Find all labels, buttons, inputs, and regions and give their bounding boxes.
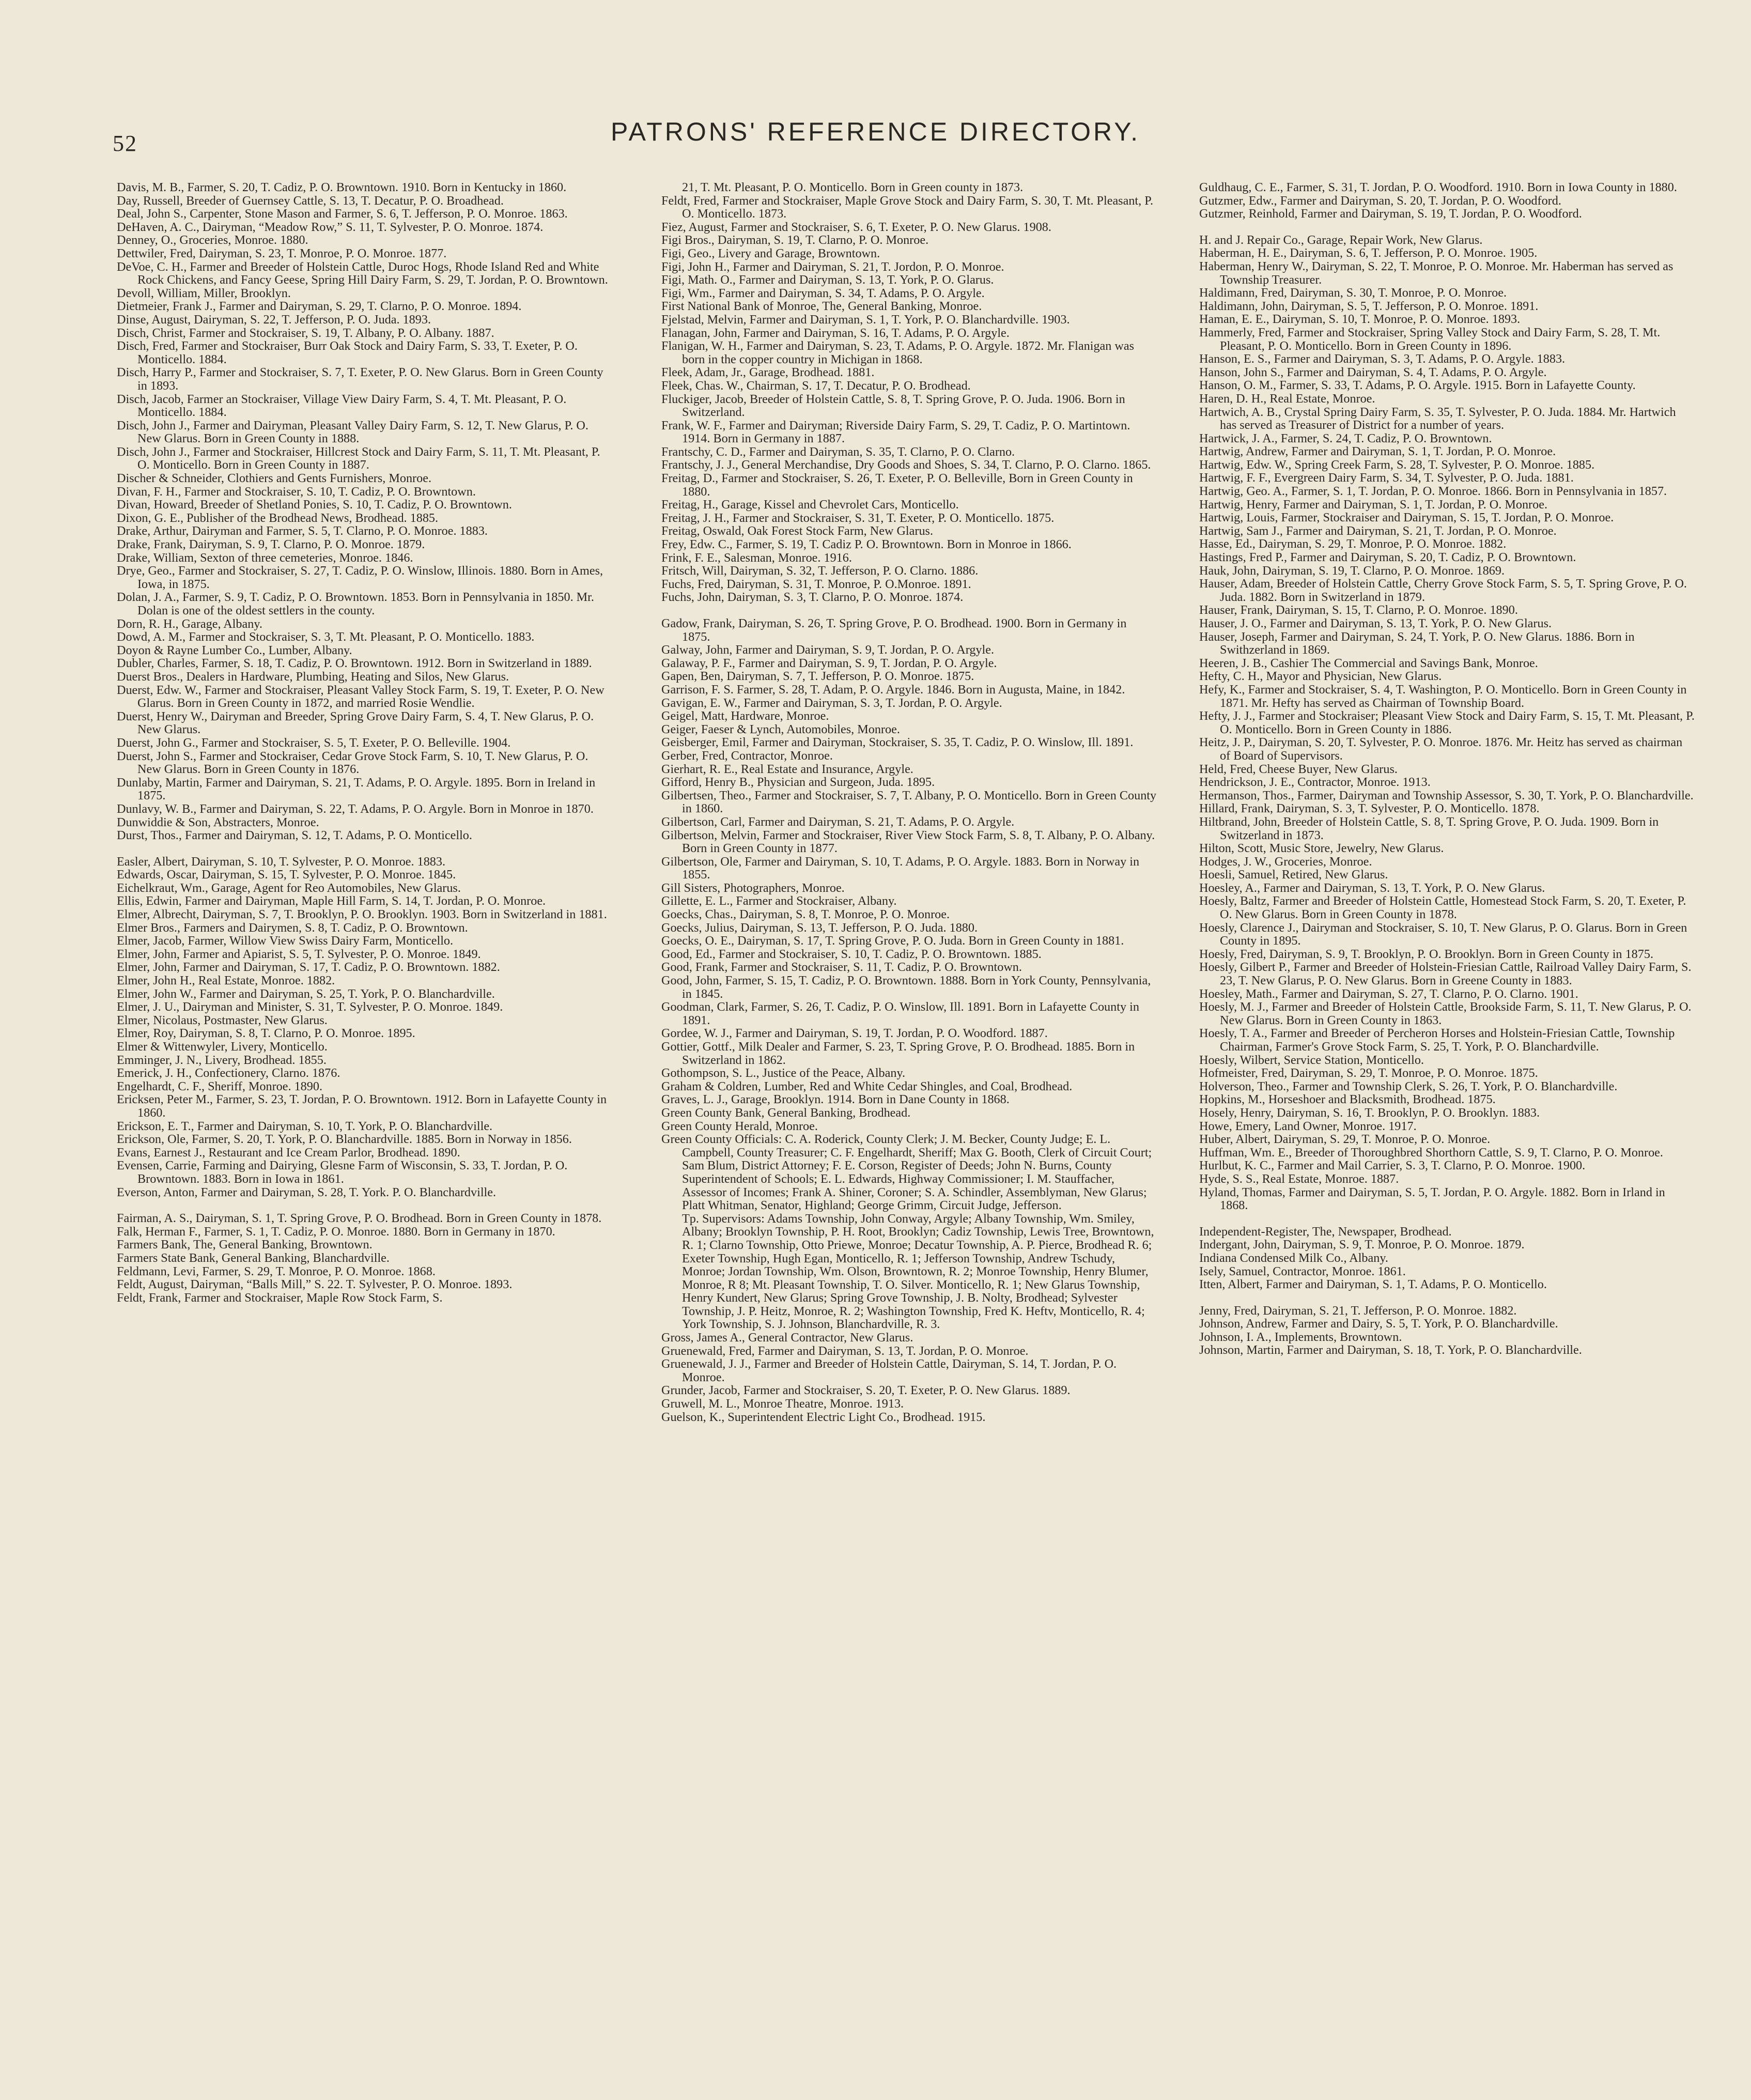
directory-entry: Graham & Coldren, Lumber, Red and White Cedar Shingles, and Coal, Brodhead. — [661, 1079, 1073, 1093]
directory-entry: Drake, Arthur, Dairyman and Farmer, S. 5, T. Clarno, P. O. Monroe. 1883. — [117, 524, 488, 538]
directory-entry: Indiana Condensed Milk Co., Albany. — [1199, 1250, 1388, 1265]
directory-entry: Figi, Geo., Livery and Garage, Browntown. — [661, 246, 880, 260]
directory-entry: Hillard, Frank, Dairyman, S. 3, T. Sylvester, P. O. Monticello. 1878. — [1199, 801, 1540, 816]
directory-entry: Disch, Christ, Farmer and Stockraiser, S. 19, T. Albany, P. O. Albany. 1887. — [117, 326, 494, 340]
directory-entry: Fuchs, Fred, Dairyman, S. 31, T. Monroe, P. O.Monroe. 1891. — [661, 577, 971, 591]
directory-entry: Haldimann, John, Dairyman, S. 5, T. Jefferson, P. O. Monroe. 1891. — [1199, 299, 1539, 313]
directory-column-3 — [1199, 181, 1695, 2048]
directory-entry: Gilbertson, Ole, Farmer and Dairyman, S. 10, T. Adams, P. O. Argyle. 1883. Born in Norway in 1855. — [661, 854, 1140, 882]
directory-entry: Gruenewald, J. J., Farmer and Breeder of Holstein Cattle, Dairyman, S. 14, T. Jordan, P. O. Monroe. — [661, 1357, 1117, 1384]
directory-entry: 21, T. Mt. Pleasant, P. O. Monticello. Born in Green county in 1873. — [682, 181, 1024, 194]
directory-entry: Fritsch, Will, Dairyman, S. 32, T. Jefferson, P. O. Clarno. 1886. — [661, 564, 979, 578]
directory-entry: Hoesly, T. A., Farmer and Breeder of Percheron Horses and Holstein-Friesian Cattle, Township Chairman, Farmer's Grove Stock Farm, S. 25, T. York, P. O. Blanchardville. — [1199, 1026, 1675, 1054]
directory-entry: Goodman, Clark, Farmer, S. 26, T. Cadiz, P. O. Winslow, Ill. 1891. Born in Lafayette County in 1891. — [661, 1000, 1139, 1027]
directory-entry: Fiez, August, Farmer and Stockraiser, S. 6, T. Exeter, P. O. New Glarus. 1908. — [661, 220, 1051, 234]
directory-entry: Hartwig, F. F., Evergreen Dairy Farm, S. 34, T. Sylvester, P. O. Juda. 1881. — [1199, 471, 1574, 485]
directory-entry: Hanson, John S., Farmer and Dairyman, S. 4, T. Adams, P. O. Argyle. — [1199, 365, 1547, 379]
directory-entry: Goecks, O. E., Dairyman, S. 17, T. Spring Grove, P. O. Juda. Born in Green County in 1881. — [661, 934, 1124, 948]
directory-entry: Feldt, Fred, Farmer and Stockraiser, Maple Grove Stock and Dairy Farm, S. 30, T. Mt. Pleasant, P. O. Monticello. 1873. — [661, 193, 1154, 221]
directory-entry: Haldimann, Fred, Dairyman, S. 30, T. Monroe, P. O. Monroe. — [1199, 286, 1507, 300]
directory-entry: Freitag, H., Garage, Kissel and Chevrolet Cars, Monticello. — [661, 498, 959, 512]
directory-entry: Green County Bank, General Banking, Brodhead. — [661, 1105, 911, 1120]
directory-entry: Haman, E. E., Dairyman, S. 10, T. Monroe, P. O. Monroe. 1893. — [1199, 312, 1521, 327]
directory-entry: Gilbertson, Melvin, Farmer and Stockraiser, River View Stock Farm, S. 8, T. Albany, P. O. Albany. Born in Green County in 1877. — [661, 828, 1155, 856]
directory-entry: Eichelkraut, Wm., Garage, Agent for Reo Automobiles, New Glarus. — [117, 881, 461, 895]
directory-entry: Dunwiddie & Son, Abstracters, Monroe. — [117, 815, 319, 829]
directory-entry: Erickson, Ole, Farmer, S. 20, T. York, P. O. Blanchardville. 1885. Born in Norway in 1856. — [117, 1132, 572, 1147]
directory-entry: Gruenewald, Fred, Farmer and Dairyman, S. 13, T. Jordan, P. O. Monroe. — [661, 1344, 1029, 1358]
directory-entry: Farmers State Bank, General Banking, Blanchardville. — [117, 1250, 390, 1265]
directory-entry: Elmer, John W., Farmer and Dairyman, S. 25, T. York, P. O. Blanchardville. — [117, 986, 495, 1001]
directory-entry: Fairman, A. S., Dairyman, S. 1, T. Spring Grove, P. O. Brodhead. Born in Green County in 1878. — [117, 1211, 602, 1226]
directory-entry: Hasse, Ed., Dairyman, S. 29, T. Monroe, P. O. Monroe. 1882. — [1199, 537, 1507, 551]
directory-entry: Flanagan, John, Farmer and Dairyman, S. 16, T. Adams, P. O. Argyle. — [661, 326, 1010, 340]
directory-entry: Hendrickson, J. E., Contractor, Monroe. 1913. — [1199, 775, 1431, 790]
directory-entry: Hauk, John, Dairyman, S. 19, T. Clarno, P. O. Monroe. 1869. — [1199, 563, 1505, 578]
directory-entry: Hartwig, Henry, Farmer and Dairyman, S. 1, T. Jordan, P. O. Monroe. — [1199, 497, 1547, 512]
directory-entry: Elmer, Roy, Dairyman, S. 8, T. Clarno, P. O. Monroe. 1895. — [117, 1026, 415, 1041]
directory-entry: Gottier, Gottf., Milk Dealer and Farmer, S. 23, T. Spring Grove, P. O. Brodhead. 1885. Born in Switzerland in 1862. — [661, 1040, 1135, 1067]
directory-entry: Duerst, Henry W., Dairyman and Breeder, Spring Grove Dairy Farm, S. 4, T. New Glarus, P. O. New Glarus. — [117, 709, 594, 737]
directory-entry: Discher & Schneider, Clothiers and Gents Furnishers, Monroe. — [117, 471, 431, 486]
directory-entry: Johnson, Andrew, Farmer and Dairy, S. 5, T. York, P. O. Blanchardville. — [1199, 1317, 1558, 1331]
directory-entry: DeVoe, C. H., Farmer and Breeder of Holstein Cattle, Duroc Hogs, Rhode Island Red and White Rock Chickens, and Fancy Geese, Spring Hill Dairy Farm, S. 29, T. Jordan, P. O. Browntown. — [117, 259, 608, 287]
directory-entry: Hurlbut, K. C., Farmer and Mail Carrier, S. 3, T. Clarno, P. O. Monroe. 1900. — [1199, 1159, 1586, 1173]
directory-entry: Hauser, Joseph, Farmer and Dairyman, S. 24, T. York, P. O. New Glarus. 1886. Born in Swithzerland in 1869. — [1199, 629, 1635, 657]
directory-entry: Dixon, G. E., Publisher of the Brodhead News, Brodhead. 1885. — [117, 511, 439, 525]
directory-entry: Hartwick, J. A., Farmer, S. 24, T. Cadiz, P. O. Browntown. — [1199, 431, 1492, 445]
directory-entry: Farmers Bank, The, General Banking, Browntown. — [117, 1238, 373, 1252]
directory-entry: Drake, William, Sexton of three cemeteries, Monroe. 1846. — [117, 550, 413, 565]
directory-entry: Divan, F. H., Farmer and Stockraiser, S. 10, T. Cadiz, P. O. Browntown. — [117, 484, 476, 499]
directory-entry: Guelson, K., Superintendent Electric Light Co., Brodhead. 1915. — [661, 1410, 986, 1424]
directory-entry: Hauser, Adam, Breeder of Holstein Cattle, Cherry Grove Stock Farm, S. 5, T. Spring Grove, P. O. Juda. 1882. Born in Switzerland in 1879. — [1199, 577, 1687, 604]
directory-entry: Evensen, Carrie, Farming and Dairying, Glesne Farm of Wisconsin, S. 33, T. Jordan, P. O. Browntown. 1883. Born in Iowa in 1861. — [117, 1159, 568, 1186]
directory-entry: Howe, Emery, Land Owner, Monroe. 1917. — [1199, 1119, 1417, 1133]
directory-entry: Goecks, Chas., Dairyman, S. 8, T. Monroe, P. O. Monroe. — [661, 907, 950, 922]
directory-entry: Drye, Geo., Farmer and Stockraiser, S. 27, T. Cadiz, P. O. Winslow, Illinois. 1880. Born in Ames, Iowa, in 1875. — [117, 564, 603, 591]
directory-entry: Elmer, Jacob, Farmer, Willow View Swiss Dairy Farm, Monticello. — [117, 934, 454, 948]
directory-columns — [117, 181, 1699, 2048]
directory-entry: Erickson, E. T., Farmer and Dairyman, S. 10, T. York, P. O. Blanchardville. — [117, 1119, 493, 1133]
directory-entry: Feldt, Frank, Farmer and Stockraiser, Maple Row Stock Farm, S. — [117, 1290, 443, 1305]
directory-entry: Haren, D. H., Real Estate, Monroe. — [1199, 391, 1375, 406]
directory-entry: Huffman, Wm. E., Breeder of Thoroughbred Shorthorn Cattle, S. 9, T. Clarno, P. O. Monroe. — [1199, 1145, 1663, 1160]
directory-entry: Hefy, K., Farmer and Stockraiser, S. 4, T. Washington, P. O. Monticello. Born in Green County in 1871. Mr. Hefty has served as Chairman of Township Board. — [1199, 682, 1687, 710]
directory-entry: Hefty, J. J., Farmer and Stockraiser; Pleasant View Stock and Dairy Farm, S. 15, T. Mt. Pleasant, P. O. Monticello. Born in Green County in 1886. — [1199, 709, 1695, 736]
directory-entry: Gordee, W. J., Farmer and Dairyman, S. 19, T. Jordan, P. O. Woodford. 1887. — [661, 1026, 1048, 1041]
directory-entry: Feldt, August, Dairyman, “Balls Mill,” S. 22. T. Sylvester, P. O. Monroe. 1893. — [117, 1277, 513, 1292]
directory-entry: Good, Ed., Farmer and Stockraiser, S. 10, T. Cadiz, P. O. Browntown. 1885. — [661, 947, 1042, 961]
directory-entry: Easler, Albert, Dairyman, S. 10, T. Sylvester, P. O. Monroe. 1883. — [117, 854, 446, 869]
directory-entry: Graves, L. J., Garage, Brooklyn. 1914. Born in Dane County in 1868. — [661, 1092, 1010, 1107]
directory-entry: Johnson, I. A., Implements, Browntown. — [1199, 1330, 1402, 1344]
directory-entry: Ellis, Edwin, Farmer and Dairyman, Maple Hill Farm, S. 14, T. Jordan, P. O. Monroe. — [117, 894, 546, 908]
directory-entry: Freitag, D., Farmer and Stockraiser, S. 26, T. Exeter, P. O. Belleville, Born in Green County in 1880. — [661, 471, 1133, 499]
directory-entry: Dorn, R. H., Garage, Albany. — [117, 616, 262, 631]
directory-entry: Figi, Wm., Farmer and Dairyman, S. 34, T. Adams, P. O. Argyle. — [661, 286, 985, 300]
directory-entry: Elmer, John H., Real Estate, Monroe. 1882. — [117, 974, 335, 988]
directory-entry: Hermanson, Thos., Farmer, Dairyman and Township Assessor, S. 30, T. York, P. O. Blanchardville. — [1199, 788, 1694, 802]
directory-entry: Indergant, John, Dairyman, S. 9, T. Monroe, P. O. Monroe. 1879. — [1199, 1238, 1525, 1252]
directory-entry: Disch, John J., Farmer and Stockraiser, Hillcrest Stock and Dairy Farm, S. 11, T. Mt. Pleasant, P. O. Monticello. Born in Green County in 1887. — [117, 444, 600, 472]
directory-entry: Dietmeier, Frank J., Farmer and Dairyman, S. 29, T. Clarno, P. O. Monroe. 1894. — [117, 299, 522, 314]
directory-entry: Isely, Samuel, Contractor, Monroe. 1861. — [1199, 1264, 1406, 1278]
directory-entry: Denney, O., Groceries, Monroe. 1880. — [117, 233, 308, 248]
directory-entry: Disch, John J., Farmer and Dairyman, Pleasant Valley Dairy Farm, S. 12, T. New Glarus, P. O. New Glarus. Born in Green County in 1888. — [117, 418, 588, 446]
directory-entry: Elmer Bros., Farmers and Dairymen, S. 8, T. Cadiz, P. O. Browntown. — [117, 920, 468, 935]
directory-entry: Everson, Anton, Farmer and Dairyman, S. 28, T. York. P. O. Blanchardville. — [117, 1185, 497, 1199]
directory-entry: Freitag, J. H., Farmer and Stockraiser, S. 31, T. Exeter, P. O. Monticello. 1875. — [661, 511, 1055, 525]
directory-entry: Hoesly, Clarence J., Dairyman and Stockraiser, S. 10, T. New Glarus, P. O. Glarus. Born in Green County in 1895. — [1199, 920, 1687, 948]
directory-entry: Gilbertson, Carl, Farmer and Dairyman, S. 21, T. Adams, P. O. Argyle. — [661, 814, 1015, 829]
directory-entry: Good, Frank, Farmer and Stockraiser, S. 11, T. Cadiz, P. O. Browntown. — [661, 960, 1022, 975]
directory-entry: Frantschy, J. J., General Merchandise, Dry Goods and Shoes, S. 34, T. Clarno, P. O. Clarno. 1865. — [661, 458, 1151, 472]
directory-entry: Green County Officials: C. A. Roderick, County Clerk; J. M. Becker, County Judge; E. L. Campbell, County Treasurer; C. F. Engelhardt, Sheriff; Max G. Booth, Clerk of Circuit Court; Sam Blum, District Attorney; F. E. Corson, Register of Deeds; John N. Burns, County Superintendent of Schools; E. L. Edwards, Highway Commissioner; I. M. Stauffacher, Assessor of Incomes; Frank A. Shiner, Coroner; S. A. Schindler, Assemblyman, New Glarus; Platt Whitman, Senator, Highland; George Grimm, Circuit Judge, Jefferson. — [661, 1132, 1152, 1213]
directory-entry: Hofmeister, Fred, Dairyman, S. 29, T. Monroe, P. O. Monroe. 1875. — [1199, 1066, 1538, 1080]
directory-entry: H. and J. Repair Co., Garage, Repair Work, New Glarus. — [1199, 233, 1483, 247]
directory-entry: Geigel, Matt, Hardware, Monroe. — [661, 709, 829, 723]
directory-entry: Held, Fred, Cheese Buyer, New Glarus. — [1199, 762, 1398, 776]
directory-entry: Hoesli, Samuel, Retired, New Glarus. — [1199, 868, 1388, 882]
directory-entry: Fleek, Chas. W., Chairman, S. 17, T. Decatur, P. O. Brodhead. — [661, 378, 971, 393]
directory-entry: Hodges, J. W., Groceries, Monroe. — [1199, 854, 1372, 869]
directory-entry: Dettwiler, Fred, Dairyman, S. 23, T. Monroe, P. O. Monroe. 1877. — [117, 246, 447, 260]
directory-entry: Hastings, Fred P., Farmer and Dairyman, S. 20, T. Cadiz, P. O. Browntown. — [1199, 550, 1576, 565]
directory-entry: Divan, Howard, Breeder of Shetland Ponies, S. 10, T. Cadiz, P. O. Browntown. — [117, 498, 512, 512]
directory-entry: Gavigan, E. W., Farmer and Dairyman, S. 3, T. Jordan, P. O. Argyle. — [661, 696, 1002, 710]
directory-entry: Hiltbrand, John, Breeder of Holstein Cattle, S. 8, T. Spring Grove, P. O. Juda. 1909. Born in Switzerland in 1873. — [1199, 814, 1659, 842]
directory-entry: Independent-Register, The, Newspaper, Brodhead. — [1199, 1224, 1452, 1239]
directory-entry: DeHaven, A. C., Dairyman, “Meadow Row,” S. 11, T. Sylvester, P. O. Monroe. 1874. — [117, 220, 544, 234]
directory-entry: Dunlaby, Martin, Farmer and Dairyman, S. 21, T. Adams, P. O. Argyle. 1895. Born in Ireland in 1875. — [117, 775, 596, 803]
directory-entry: Frank, W. F., Farmer and Dairyman; Riverside Dairy Farm, S. 29, T. Cadiz, P. O. Martintown. 1914. Born in Germany in 1887. — [661, 418, 1130, 446]
directory-entry: Gutzmer, Edw., Farmer and Dairyman, S. 20, T. Jordan, P. O. Woodford. — [1199, 193, 1561, 208]
directory-entry: Dolan, J. A., Farmer, S. 9, T. Cadiz, P. O. Browntown. 1853. Born in Pennsylvania in 1850. Mr. Dolan is one of the oldest settlers in the county. — [117, 590, 594, 617]
directory-entry: Frey, Edw. C., Farmer, S. 19, T. Cadiz P. O. Browntown. Born in Monroe in 1866. — [661, 537, 1072, 552]
directory-entry: Hopkins, M., Horseshoer and Blacksmith, Brodhead. 1875. — [1199, 1092, 1496, 1107]
directory-entry: Good, John, Farmer, S. 15, T. Cadiz, P. O. Browntown. 1888. Born in York County, Pennsylvania, in 1845. — [661, 974, 1151, 1001]
directory-entry: Duerst Bros., Dealers in Hardware, Plumbing, Heating and Silos, New Glarus. — [117, 669, 509, 684]
directory-entry: Disch, Harry P., Farmer and Stockraiser, S. 7, T. Exeter, P. O. New Glarus. Born in Green County in 1893. — [117, 365, 603, 393]
directory-entry: Hosely, Henry, Dairyman, S. 16, T. Brooklyn, P. O. Brooklyn. 1883. — [1199, 1105, 1540, 1120]
directory-entry: Green County Herald, Monroe. — [661, 1119, 818, 1133]
directory-entry: Elmer, Albrecht, Dairyman, S. 7, T. Brooklyn, P. O. Brooklyn. 1903. Born in Switzerland in 1881. — [117, 907, 607, 922]
directory-entry: Geiger, Faeser & Lynch, Automobiles, Monroe. — [661, 722, 900, 736]
directory-entry: Garrison, F. S. Farmer, S. 28, T. Adam, P. O. Argyle. 1846. Born in Augusta, Maine, in 1842. — [661, 682, 1125, 697]
directory-entry: Durst, Thos., Farmer and Dairyman, S. 12, T. Adams, P. O. Monticello. — [117, 828, 472, 843]
directory-column-1 — [117, 181, 613, 2048]
directory-entry: Gadow, Frank, Dairyman, S. 26, T. Spring Grove, P. O. Brodhead. 1900. Born in Germany in 1875. — [661, 616, 1127, 644]
directory-entry: Dowd, A. M., Farmer and Stockraiser, S. 3, T. Mt. Pleasant, P. O. Monticello. 1883. — [117, 630, 535, 644]
directory-entry: Duerst, John G., Farmer and Stockraiser, S. 5, T. Exeter, P. O. Belleville. 1904. — [117, 735, 511, 750]
directory-entry: Gapen, Ben, Dairyman, S. 7, T. Jefferson, P. O. Monroe. 1875. — [661, 669, 974, 684]
directory-entry: Hoesley, Math., Farmer and Dairyman, S. 27, T. Clarno, P. O. Clarno. 1901. — [1199, 986, 1578, 1001]
directory-entry: Holverson, Theo., Farmer and Township Clerk, S. 26, T. York, P. O. Blanchardville. — [1199, 1079, 1618, 1093]
directory-entry: Elmer, John, Farmer and Apiarist, S. 5, T. Sylvester, P. O. Monroe. 1849. — [117, 947, 481, 961]
directory-entry: Hartwig, Edw. W., Spring Creek Farm, S. 28, T. Sylvester, P. O. Monroe. 1885. — [1199, 457, 1595, 472]
directory-entry: Hyland, Thomas, Farmer and Dairyman, S. 5, T. Jordan, P. O. Argyle. 1882. Born in Irland in 1868. — [1199, 1185, 1665, 1213]
directory-entry: Deal, John S., Carpenter, Stone Mason and Farmer, S. 6, T. Jefferson, P. O. Monroe. 1863. — [117, 207, 568, 221]
directory-entry: Elmer & Wittenwyler, Livery, Monticello. — [117, 1040, 328, 1054]
directory-entry: Galway, John, Farmer and Dairyman, S. 9, T. Jordan, P. O. Argyle. — [661, 643, 995, 657]
directory-entry: Hoesly, Gilbert P., Farmer and Breeder of Holstein-Friesian Cattle, Railroad Valley Dairy Farm, S. 23, T. New Glarus, P. O. New Glarus. Born in Greene County in 1883. — [1199, 960, 1692, 988]
directory-entry: Hartwig, Sam J., Farmer and Dairyman, S. 21, T. Jordan, P. O. Monroe. — [1199, 523, 1557, 538]
directory-entry: Fleek, Adam, Jr., Garage, Brodhead. 1881. — [661, 365, 875, 380]
directory-entry: Hartwig, Andrew, Farmer and Dairyman, S. 1, T. Jordan, P. O. Monroe. — [1199, 444, 1556, 459]
directory-entry: Emerick, J. H., Confectionery, Clarno. 1876. — [117, 1066, 340, 1080]
directory-entry: Heitz, J. P., Dairyman, S. 20, T. Sylvester, P. O. Monroe. 1876. Mr. Heitz has served as chairman of Board of Supervisors. — [1199, 735, 1683, 763]
directory-entry: Davis, M. B., Farmer, S. 20, T. Cadiz, P. O. Browntown. 1910. Born in Kentucky in 1860. — [117, 181, 567, 194]
directory-entry: Hilton, Scott, Music Store, Jewelry, New Glarus. — [1199, 841, 1444, 856]
directory-entry: Evans, Earnest J., Restaurant and Ice Cream Parlor, Brodhead. 1890. — [117, 1145, 460, 1160]
directory-entry: Heeren, J. B., Cashier The Commercial and Savings Bank, Monroe. — [1199, 656, 1538, 670]
directory-entry: Dunlavy, W. B., Farmer and Dairyman, S. 22, T. Adams, P. O. Argyle. Born in Monroe in 1870. — [117, 801, 594, 816]
directory-entry: Gifford, Henry B., Physician and Surgeon, Juda. 1895. — [661, 775, 935, 790]
directory-entry: Dinse, August, Dairyman, S. 22, T. Jefferson, P. O. Juda. 1893. — [117, 312, 431, 327]
directory-entry: Figi Bros., Dairyman, S. 19, T. Clarno, P. O. Monroe. — [661, 233, 929, 248]
directory-entry: Gill Sisters, Photographers, Monroe. — [661, 881, 845, 895]
directory-entry: Gilbertsen, Theo., Farmer and Stockraiser, S. 7, T. Albany, P. O. Monticello. Born in Green County in 1860. — [661, 788, 1157, 816]
directory-entry: Hoesly, Baltz, Farmer and Breeder of Holstein Cattle, Homestead Stock Farm, S. 20, T. Exeter, P. O. New Glarus. Born in Green County in 1878. — [1199, 894, 1686, 922]
directory-entry: Goecks, Julius, Dairyman, S. 13, T. Jefferson, P. O. Juda. 1880. — [661, 920, 978, 935]
directory-entry: Gerber, Fred, Contractor, Monroe. — [661, 748, 833, 763]
directory-entry: Haberman, Henry W., Dairyman, S. 22, T. Monroe, P. O. Monroe. Mr. Haberman has served as Township Treasurer. — [1199, 259, 1673, 287]
directory-entry: Edwards, Oscar, Dairyman, S. 15, T. Sylvester, P. O. Monroe. 1845. — [117, 868, 456, 882]
directory-entry: Grunder, Jacob, Farmer and Stockraiser, S. 20, T. Exeter, P. O. New Glarus. 1889. — [661, 1383, 1071, 1398]
directory-entry: Hauser, Frank, Dairyman, S. 15, T. Clarno, P. O. Monroe. 1890. — [1199, 603, 1518, 617]
directory-entry: Hartwig, Geo. A., Farmer, S. 1, T. Jordan, P. O. Monroe. 1866. Born in Pennsylvania in 1857. — [1199, 484, 1667, 499]
directory-entry: Hartwich, A. B., Crystal Spring Dairy Farm, S. 35, T. Sylvester, P. O. Juda. 1884. Mr. Hartwich has served as Treasurer of District for a number of years. — [1199, 405, 1676, 433]
directory-entry: Day, Russell, Breeder of Guernsey Cattle, S. 13, T. Decatur, P. O. Broadhead. — [117, 193, 504, 208]
directory-entry: Gierhart, R. E., Real Estate and Insurance, Argyle. — [661, 762, 913, 776]
directory-entry: Frantschy, C. D., Farmer and Dairyman, S. 35, T. Clarno, P. O. Clarno. — [661, 444, 1015, 459]
directory-entry: Hyde, S. S., Real Estate, Monroe. 1887. — [1199, 1171, 1399, 1186]
directory-entry: Ericksen, Peter M., Farmer, S. 23, T. Jordan, P. O. Browntown. 1912. Born in Lafayette County in 1860. — [117, 1092, 607, 1120]
directory-entry: Haberman, H. E., Dairyman, S. 6, T. Jefferson, P. O. Monroe. 1905. — [1199, 246, 1538, 260]
directory-entry: Hoesly, M. J., Farmer and Breeder of Holstein Cattle, Brookside Farm, S. 11, T. New Glarus, P. O. New Glarus. Born in Green County in 1863. — [1199, 1000, 1692, 1027]
directory-entry: Gruwell, M. L., Monroe Theatre, Monroe. 1913. — [661, 1397, 904, 1411]
directory-entry: Fluckiger, Jacob, Breeder of Holstein Cattle, S. 8, T. Spring Grove, P. O. Juda. 1906. Born in Switzerland. — [661, 392, 1125, 420]
directory-entry: Fjelstad, Melvin, Farmer and Dairyman, S. 1, T. York, P. O. Blanchardville. 1903. — [661, 312, 1070, 327]
directory-entry: Geisberger, Emil, Farmer and Dairyman, Stockraiser, S. 35, T. Cadiz, P. O. Winslow, Ill. 1891. — [661, 735, 1134, 750]
directory-entry: Hartwig, Louis, Farmer, Stockraiser and Dairyman, S. 15, T. Jordan, P. O. Monroe. — [1199, 511, 1614, 525]
directory-entry: Hammerly, Fred, Farmer and Stockraiser, Spring Valley Stock and Dairy Farm, S. 28, T. Mt. Pleasant, P. O. Monticello. Born in Green County in 1896. — [1199, 325, 1661, 353]
directory-entry: Hefty, C. H., Mayor and Physician, New Glarus. — [1199, 669, 1442, 684]
directory-entry: Hanson, O. M., Farmer, S. 33, T. Adams, P. O. Argyle. 1915. Born in Lafayette County. — [1199, 378, 1636, 393]
directory-entry: Frink, F. E., Salesman, Monroe. 1916. — [661, 550, 852, 565]
page-number: 52 — [113, 131, 137, 156]
directory-entry: Jenny, Fred, Dairyman, S. 21, T. Jefferson, P. O. Monroe. 1882. — [1199, 1303, 1517, 1318]
directory-entry: Guldhaug, C. E., Farmer, S. 31, T. Jordan, P. O. Woodford. 1910. Born in Iowa County in 1880. — [1199, 181, 1677, 194]
directory-column-2 — [661, 181, 1157, 2048]
page-title: PATRONS' REFERENCE DIRECTORY. — [610, 117, 1141, 146]
directory-entry: Figi, John H., Farmer and Dairyman, S. 21, T. Jordon, P. O. Monroe. — [661, 259, 1004, 274]
directory-entry: Elmer, J. U., Dairyman and Minister, S. 31, T. Sylvester, P. O. Monroe. 1849. — [117, 1000, 503, 1014]
directory-entry: Elmer, John, Farmer and Dairyman, S. 17, T. Cadiz, P. O. Browntown. 1882. — [117, 960, 500, 975]
directory-entry: First National Bank of Monroe, The, General Banking, Monroe. — [661, 299, 982, 314]
directory-entry: Huber, Albert, Dairyman, S. 29, T. Monroe, P. O. Monroe. — [1199, 1132, 1491, 1147]
directory-entry: Hoesley, A., Farmer and Dairyman, S. 13, T. York, P. O. New Glarus. — [1199, 881, 1545, 895]
directory-entry: Itten, Albert, Farmer and Dairyman, S. 1, T. Adams, P. O. Monticello. — [1199, 1277, 1547, 1292]
directory-entry: Disch, Fred, Farmer and Stockraiser, Burr Oak Stock and Dairy Farm, S. 33, T. Exeter, P. O. Monticello. 1884. — [117, 339, 578, 366]
directory-entry: Elmer, Nicolaus, Postmaster, New Glarus. — [117, 1013, 328, 1027]
directory-entry: Devoll, William, Miller, Brooklyn. — [117, 286, 291, 300]
directory-entry: Tp. Supervisors: Adams Township, John Conway, Argyle; Albany Township, Wm. Smiley, Albany; Brooklyn Township, P. H. Root, Brooklyn; Cadiz Township, Lewis Tree, Browntown, R. 1; Clarno Township, Otto Priewe, Monroe; Decatur Township, A. P. Pierce, Brodhead R. 6; Exeter Township, Hugh Egan, Monticello, R. 1; Jefferson Township, Andrew Tschudy, Monroe; Jordan Township, Wm. Olson, Browntown, R. 2; Monroe Township, Henry Blumer, Monroe, R 8; Mt. Pleasant Township, T. O. Silver. Monticello, R. 1; New Glarus Township, Henry Kundert, New Glarus; Spring Grove Township, J. B. Nolty, Brodhead; Sylvester Township, J. P. Heitz, Monroe, R. 2; Washington Township, Fred K. Heftv, Monticello, R. 4; York Township, S. J. Johnson, Blanchardville, R. 3. — [682, 1211, 1154, 1332]
directory-entry: Engelhardt, C. F., Sheriff, Monroe. 1890. — [117, 1079, 323, 1093]
directory-entry: Gutzmer, Reinhold, Farmer and Dairyman, S. 19, T. Jordan, P. O. Woodford. — [1199, 207, 1582, 221]
directory-entry: Feldmann, Levi, Farmer, S. 29, T. Monroe, P. O. Monroe. 1868. — [117, 1264, 436, 1278]
directory-entry: Disch, Jacob, Farmer an Stockraiser, Village View Dairy Farm, S. 4, T. Mt. Pleasant, P. O. Monticello. 1884. — [117, 392, 567, 420]
directory-entry: Gillette, E. L., Farmer and Stockraiser, Albany. — [661, 894, 897, 908]
directory-entry: Drake, Frank, Dairyman, S. 9, T. Clarno, P. O. Monroe. 1879. — [117, 537, 425, 552]
directory-entry: Fuchs, John, Dairyman, S. 3, T. Clarno, P. O. Monroe. 1874. — [661, 590, 964, 605]
directory-entry: Duerst, Edw. W., Farmer and Stockraiser, Pleasant Valley Stock Farm, S. 19, T. Exeter, P. O. New Glarus. Born in Green County in 1872, and married Rosie Wendlie. — [117, 683, 605, 711]
directory-entry: Galaway, P. F., Farmer and Dairyman, S. 9, T. Jordan, P. O. Argyle. — [661, 656, 997, 670]
directory-entry: Dubler, Charles, Farmer, S. 18, T. Cadiz, P. O. Browntown. 1912. Born in Switzerland in 1889. — [117, 656, 592, 671]
directory-entry: Doyon & Rayne Lumber Co., Lumber, Albany. — [117, 643, 352, 657]
directory-entry: Hanson, E. S., Farmer and Dairyman, S. 3, T. Adams, P. O. Argyle. 1883. — [1199, 352, 1566, 366]
directory-entry: Falk, Herman F., Farmer, S. 1, T. Cadiz, P. O. Monroe. 1880. Born in Germany in 1870. — [117, 1224, 555, 1239]
directory-entry: Hoesly, Fred, Dairyman, S. 9, T. Brooklyn, P. O. Brooklyn. Born in Green County in 1875. — [1199, 947, 1653, 961]
directory-entry: Flanigan, W. H., Farmer and Dairyman, S. 23, T. Adams, P. O. Argyle. 1872. Mr. Flanigan was born in the copper country in Michigan in 1868. — [661, 339, 1135, 366]
directory-entry: Figi, Math. O., Farmer and Dairyman, S. 13, T. York, P. O. Glarus. — [661, 273, 994, 287]
directory-entry: Johnson, Martin, Farmer and Dairyman, S. 18, T. York, P. O. Blanchardville. — [1199, 1343, 1582, 1357]
directory-entry: Freitag, Oswald, Oak Forest Stock Farm, New Glarus. — [661, 524, 933, 538]
directory-entry: Gross, James A., General Contractor, New Glarus. — [661, 1331, 913, 1345]
directory-entry: Hauser, J. O., Farmer and Dairyman, S. 13, T. York, P. O. New Glarus. — [1199, 616, 1552, 630]
directory-entry: Duerst, John S., Farmer and Stockraiser, Cedar Grove Stock Farm, S. 10, T. New Glarus, P. O. New Glarus. Born in Green County in 1876. — [117, 749, 588, 777]
directory-entry: Emminger, J. N., Livery, Brodhead. 1855. — [117, 1053, 327, 1067]
directory-entry: Hoesly, Wilbert, Service Station, Monticello. — [1199, 1053, 1424, 1067]
directory-entry: Gothompson, S. L., Justice of the Peace, Albany. — [661, 1066, 906, 1080]
